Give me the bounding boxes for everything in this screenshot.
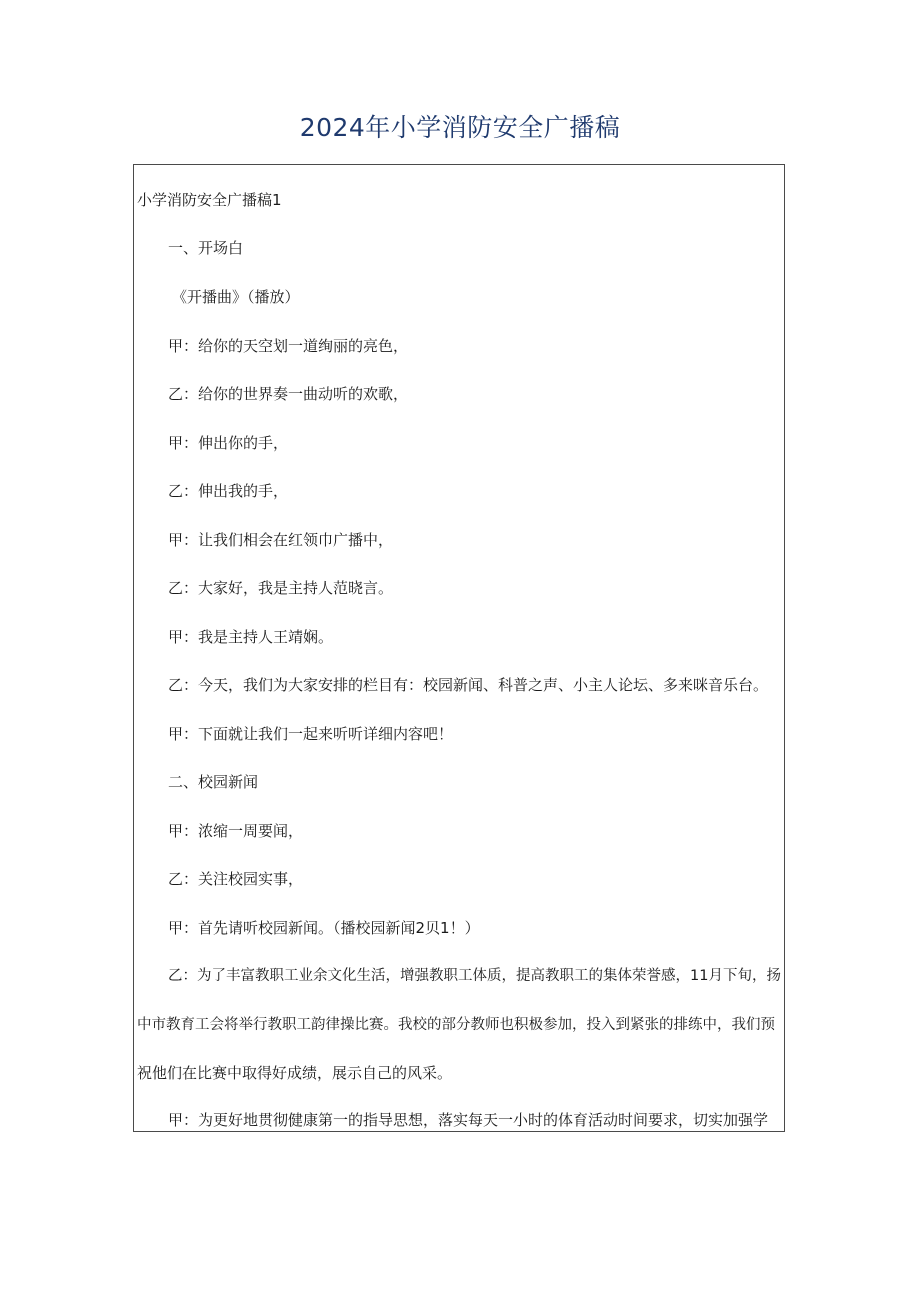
paragraph: 《开播曲》（播放） bbox=[172, 288, 300, 306]
content-frame bbox=[133, 164, 785, 1132]
subsection-heading: 一、开场白 bbox=[168, 239, 244, 257]
paragraph-line: 乙：为了丰富教职工业余文化生活，增强教职工体质，提高教职工的集体荣誉感，11月下旬，扬 bbox=[168, 968, 781, 984]
paragraph-line: 甲：为更好地贯彻健康第一的指导思想，落实每天一小时的体育活动时间要求，切实加强学 bbox=[168, 1111, 769, 1129]
dialogue-line: 乙：关注校园实事， bbox=[168, 870, 304, 888]
dialogue-line: 乙：给你的世界奏一曲动听的欢歌， bbox=[168, 385, 409, 403]
dialogue-line: 甲：下面就让我们一起来听听详细内容吧！ bbox=[168, 725, 454, 743]
dialogue-line: 甲：我是主持人王靖娴。 bbox=[168, 628, 334, 646]
paragraph-line: 祝他们在比赛中取得好成绩，展示自己的风采。 bbox=[137, 1064, 453, 1082]
dialogue-line: 甲：伸出你的手， bbox=[168, 434, 289, 452]
document-title: 2024年小学消防安全广播稿 bbox=[299, 113, 621, 142]
subsection-heading: 二、校园新闻 bbox=[168, 773, 259, 791]
paragraph-line: 中市教育工会将举行教职工韵律操比赛。我校的部分教师也积极参加，投入到紧张的排练中，我们预 bbox=[137, 1017, 775, 1033]
dialogue-line: 甲：让我们相会在红领巾广播中， bbox=[168, 531, 394, 549]
dialogue-line: 甲：给你的天空划一道绚丽的亮色， bbox=[168, 337, 409, 355]
dialogue-line: 乙：伸出我的手， bbox=[168, 482, 289, 500]
dialogue-line: 甲：浓缩一周要闻， bbox=[168, 822, 304, 840]
dialogue-line: 乙：大家好，我是主持人范晓言。 bbox=[168, 579, 394, 597]
section-heading: 小学消防安全广播稿1 bbox=[137, 191, 282, 209]
dialogue-line: 乙：今天，我们为大家安排的栏目有：校园新闻、科普之声、小主人论坛、多来咪音乐台。 bbox=[168, 676, 769, 694]
dialogue-line: 甲：首先请听校园新闻。（播校园新闻2贝1！） bbox=[168, 919, 480, 937]
